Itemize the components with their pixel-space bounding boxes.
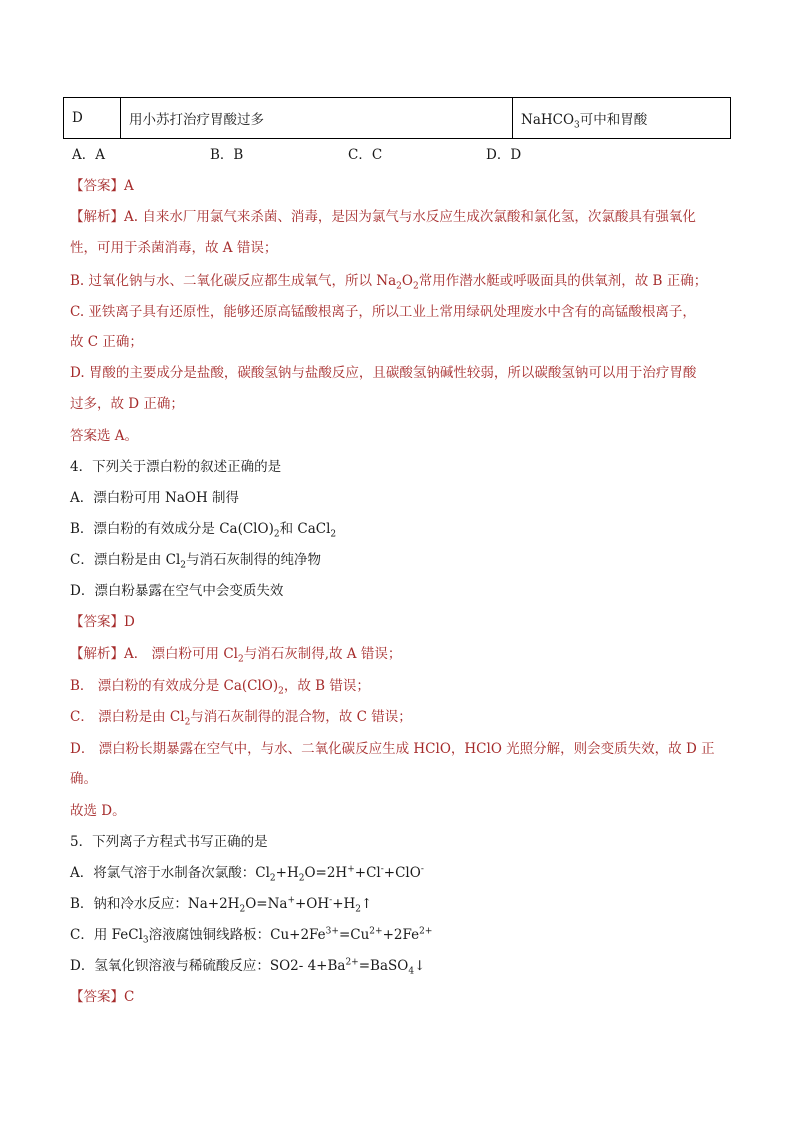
option-table [63,97,731,139]
answer-choices [72,145,732,165]
q4-option-a: A．漂白粉可用 NaOH 制得 [70,490,240,506]
choice-a: A．A [72,147,105,163]
table-row [64,98,731,139]
q3-analysis-b: B. 过氧化钠与水、二氧化碳反应都生成氧气，所以 $Na_2O_2$常用作潜水艇或呼吸面具的供氧剂，故 B 正确； [70,273,708,292]
q5-option-a: A．将氯气溶于水制备次氯酸：$Cl_2+H_2O=2H^++Cl^-+ClO^-$ [70,864,424,884]
q4-analysis-a: 【解析】A． 漂白粉可用 $Cl_2$与消石灰制得,故 A 错误； [70,646,402,665]
q5-stem: 5．下列离子方程式书写正确的是 [70,834,268,850]
q4-analysis-d-line1: D． 漂白粉长期暴露在空气中，与水、二氧化碳反应生成 HClO，HClO 光照分解，则会变质失效，故 D 正 [70,741,715,757]
q3-analysis-d-line1: D. 胃酸的主要成分是盐酸，碳酸氢钠与盐酸反应，且碳酸氢钠碱性较弱，所以碳酸氢钠可以用于治疗胃酸 [70,365,697,381]
q4-analysis-b: B． 漂白粉的有效成分是 $Ca(ClO)_2$，故 B 错误； [70,678,370,697]
table-cell-application: 用小苏打治疗胃酸过多 [121,98,513,139]
choice-d: D．D [486,147,522,163]
q3-analysis-a-line1: 【解析】A. 自来水厂用氯气来杀菌、消毒，是因为氯气与水反应生成次氯酸和氯化氢，次氯酸具有强氧化 [70,209,696,225]
q4-stem: 4．下列关于漂白粉的叙述正确的是 [70,459,282,475]
q4-analysis-c: C． 漂白粉是由 $Cl_2$与消石灰制得的混合物，故 C 错误； [70,709,412,728]
table-cell-option: D [64,98,121,139]
q4-option-b: B．漂白粉的有效成分是 $Ca(ClO)_2$和 CaCl$_2$ [70,521,337,540]
choice-c: C．C [348,147,383,163]
q3-final: 答案选 A。 [70,428,139,444]
q3-analysis-c-line1: C. 亚铁离子具有还原性，能够还原高锰酸根离子，所以工业上常用绿矾处理废水中含有的高锰酸根离子， [70,304,696,320]
choice-b: B．B [210,147,244,163]
q4-final: 故选 D。 [70,803,126,819]
q5-answer: 【答案】C [70,989,135,1005]
q5-option-d: D．氢氧化钡溶液与稀硫酸反应：SO2- $4+Ba^{2+}=BaSO_4↓$ [70,957,426,977]
q3-answer: 【答案】A [70,178,134,194]
table-cell-reason: NaHCO$_3$可中和胃酸 [513,98,731,139]
q4-option-c: C．漂白粉是由 $Cl_2$与消石灰制得的纯净物 [70,552,322,571]
q4-analysis-d-line2: 确。 [70,771,97,787]
q4-answer: 【答案】D [70,614,135,630]
q3-analysis-a-line2: 性，可用于杀菌消毒，故 A 错误； [70,240,278,256]
q5-option-c: C．用 FeCl$_3$溶液腐蚀铜线路板：$Cu+2Fe^{3+}=Cu^{2+}+2Fe^{2+}$ [70,926,433,946]
q3-analysis-c-line2: 故 C 正确； [70,334,143,350]
q5-option-b: B．钠和冷水反应：$Na+2H_2O=Na^++OH^-+H_2↑$ [70,895,373,915]
q4-option-d: D．漂白粉暴露在空气中会变质失效 [70,583,284,599]
q3-analysis-d-line2: 过多，故 D 正确； [70,396,184,412]
